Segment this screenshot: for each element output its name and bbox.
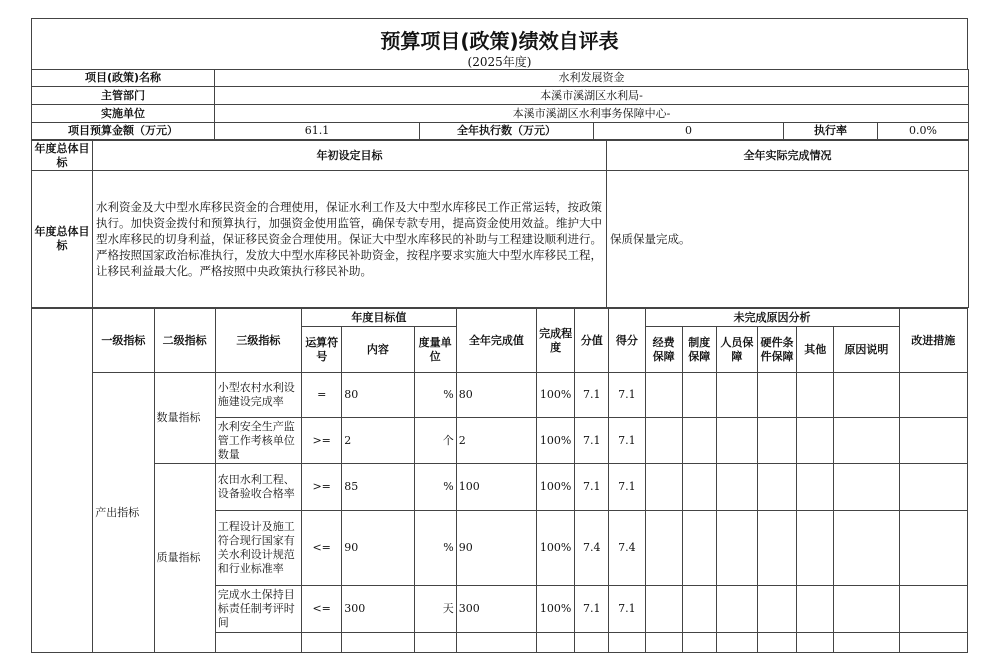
sheet-title: 预算项目(政策)绩效自评表 [380,29,619,53]
level3-cell [215,633,301,653]
reason-system-cell [682,373,716,418]
unit-cell: % [414,511,456,586]
completion-cell: 100% [537,464,575,511]
reason-system-cell [682,418,716,464]
header-reason-other: 其他 [797,327,834,373]
weight-cell: 7.1 [575,586,609,633]
project-name-value: 水利发展资金 [215,70,969,87]
unit-cell: 天 [414,586,456,633]
header-operator: 运算符号 [302,327,342,373]
goals-table [31,140,969,308]
actual-result-header: 全年实际完成情况 [607,141,969,171]
actual-cell: 300 [456,586,536,633]
initial-goal-text: 水利资金及大中型水库移民资金的合理使用，保证水利工作及大中型水库移民工作正常运转，按政策执行。加快资金拨付和预算执行，加强资金使用监管，确保专款专用，提高资金使用效益。维护大中型水库移民的切身利益，保证移民资金合理使用。保证大中型水库移民的补助与工程建设顺利进行。严格按照国家政治标准执行，发放大中型水库移民补助资金，按程序要求实施大中型水库移民工程，让移民利益最大化。严格按照中央政策执行移民补助。 [93,171,607,308]
table-row [32,464,968,511]
header-reason-desc: 原因说明 [834,327,899,373]
reason-hardware-cell [757,418,796,464]
unit-cell: % [414,373,456,418]
level2-cell: 质量指标 [154,464,215,653]
reason-funding-cell [645,418,682,464]
improve-cell [899,511,967,586]
header-completion: 完成程度 [537,309,575,373]
table-row [32,373,968,418]
unit-cell: % [414,464,456,511]
rate-label: 执行率 [784,123,878,140]
weight-cell: 7.4 [575,511,609,586]
info-table [31,69,969,140]
actual-cell: 80 [456,373,536,418]
initial-goal-header: 年初设定目标 [93,141,607,171]
reason-other-cell [797,373,834,418]
score-cell: 7.1 [609,586,645,633]
indicator-blank-col [32,309,93,653]
improve-cell [899,373,967,418]
unit-label: 实施单位 [32,105,215,123]
level2-cell: 数量指标 [154,373,215,464]
reason-system-cell [682,464,716,511]
operator-cell [302,633,342,653]
header-actual: 全年完成值 [456,309,536,373]
header-content: 内容 [342,327,414,373]
actual-cell: 2 [456,418,536,464]
weight-cell [575,633,609,653]
reason-desc-cell [834,373,899,418]
reason-staff-cell [716,373,757,418]
weight-cell: 7.1 [575,464,609,511]
sheet-year: (2025年度) [467,55,532,69]
goals-header-label: 年度总体目标 [32,141,93,171]
improve-cell [899,586,967,633]
improve-cell [899,418,967,464]
reason-other-cell [797,586,834,633]
budget-label: 项目预算金额（万元） [32,123,215,140]
unit-cell [414,633,456,653]
reason-staff-cell [716,418,757,464]
header-reason-hardware: 硬件条件保障 [757,327,796,373]
budget-value: 61.1 [215,123,420,140]
target-cell: 80 [342,373,414,418]
completion-cell: 100% [537,418,575,464]
reason-other-cell [797,633,834,653]
completion-cell: 100% [537,586,575,633]
exec-label: 全年执行数（万元） [420,123,594,140]
weight-cell: 7.1 [575,373,609,418]
reason-staff-cell [716,511,757,586]
reason-system-cell [682,511,716,586]
performance-sheet [31,18,968,653]
operator-cell: >= [302,418,342,464]
reason-other-cell [797,464,834,511]
level3-cell: 工程设计及施工符合现行国家有关水利设计规范和行业标准率 [215,511,301,586]
level3-cell: 水利安全生产监管工作考核单位数量 [215,418,301,464]
reason-staff-cell [716,586,757,633]
actual-result-text: 保质保量完成。 [607,171,969,308]
reason-desc-cell [834,464,899,511]
header-reason-group: 未完成原因分析 [645,309,899,327]
reason-funding-cell [645,633,682,653]
reason-funding-cell [645,373,682,418]
header-improve: 改进措施 [899,309,967,373]
actual-cell: 90 [456,511,536,586]
target-cell: 300 [342,586,414,633]
score-cell: 7.1 [609,464,645,511]
reason-funding-cell [645,511,682,586]
dept-label: 主管部门 [32,87,215,105]
reason-hardware-cell [757,511,796,586]
reason-desc-cell [834,511,899,586]
completion-cell [537,633,575,653]
project-name-label: 项目(政策)名称 [32,70,215,87]
reason-desc-cell [834,633,899,653]
reason-hardware-cell [757,464,796,511]
header-score: 得分 [609,309,645,373]
exec-value: 0 [594,123,784,140]
reason-other-cell [797,418,834,464]
score-cell: 7.1 [609,373,645,418]
reason-desc-cell [834,418,899,464]
actual-cell [456,633,536,653]
header-unit: 度量单位 [414,327,456,373]
target-cell: 2 [342,418,414,464]
operator-cell: <= [302,511,342,586]
target-cell [342,633,414,653]
header-reason-funding: 经费保障 [645,327,682,373]
operator-cell: >= [302,464,342,511]
unit-value: 本溪市溪湖区水利事务保障中心- [215,105,969,123]
header-level1: 一级指标 [93,309,154,373]
reason-system-cell [682,633,716,653]
completion-cell: 100% [537,373,575,418]
reason-hardware-cell [757,373,796,418]
reason-system-cell [682,586,716,633]
level1-cell: 产出指标 [93,373,154,653]
indicator-table [31,308,968,653]
weight-cell: 7.1 [575,418,609,464]
header-reason-system: 制度保障 [682,327,716,373]
level3-cell: 农田水利工程、设备验收合格率 [215,464,301,511]
header-reason-staff: 人员保障 [716,327,757,373]
dept-value: 本溪市溪湖区水利局- [215,87,969,105]
operator-cell: = [302,373,342,418]
reason-other-cell [797,511,834,586]
reason-staff-cell [716,633,757,653]
header-level2: 二级指标 [154,309,215,373]
actual-cell: 100 [456,464,536,511]
reason-funding-cell [645,586,682,633]
header-level3: 三级指标 [215,309,301,373]
rate-value: 0.0% [878,123,969,140]
reason-desc-cell [834,586,899,633]
operator-cell: <= [302,586,342,633]
reason-hardware-cell [757,586,796,633]
header-target-group: 年度目标值 [302,309,457,327]
reason-staff-cell [716,464,757,511]
target-cell: 90 [342,511,414,586]
reason-hardware-cell [757,633,796,653]
completion-cell: 100% [537,511,575,586]
score-cell: 7.1 [609,418,645,464]
improve-cell [899,633,967,653]
reason-funding-cell [645,464,682,511]
unit-cell: 个 [414,418,456,464]
improve-cell [899,464,967,511]
header-weight: 分值 [575,309,609,373]
level3-cell: 小型农村水利设施建设完成率 [215,373,301,418]
score-cell: 7.4 [609,511,645,586]
score-cell [609,633,645,653]
title-box [31,18,968,69]
target-cell: 85 [342,464,414,511]
goals-row-label: 年度总体目标 [32,171,93,308]
level3-cell: 完成水土保持目标责任制考评时间 [215,586,301,633]
